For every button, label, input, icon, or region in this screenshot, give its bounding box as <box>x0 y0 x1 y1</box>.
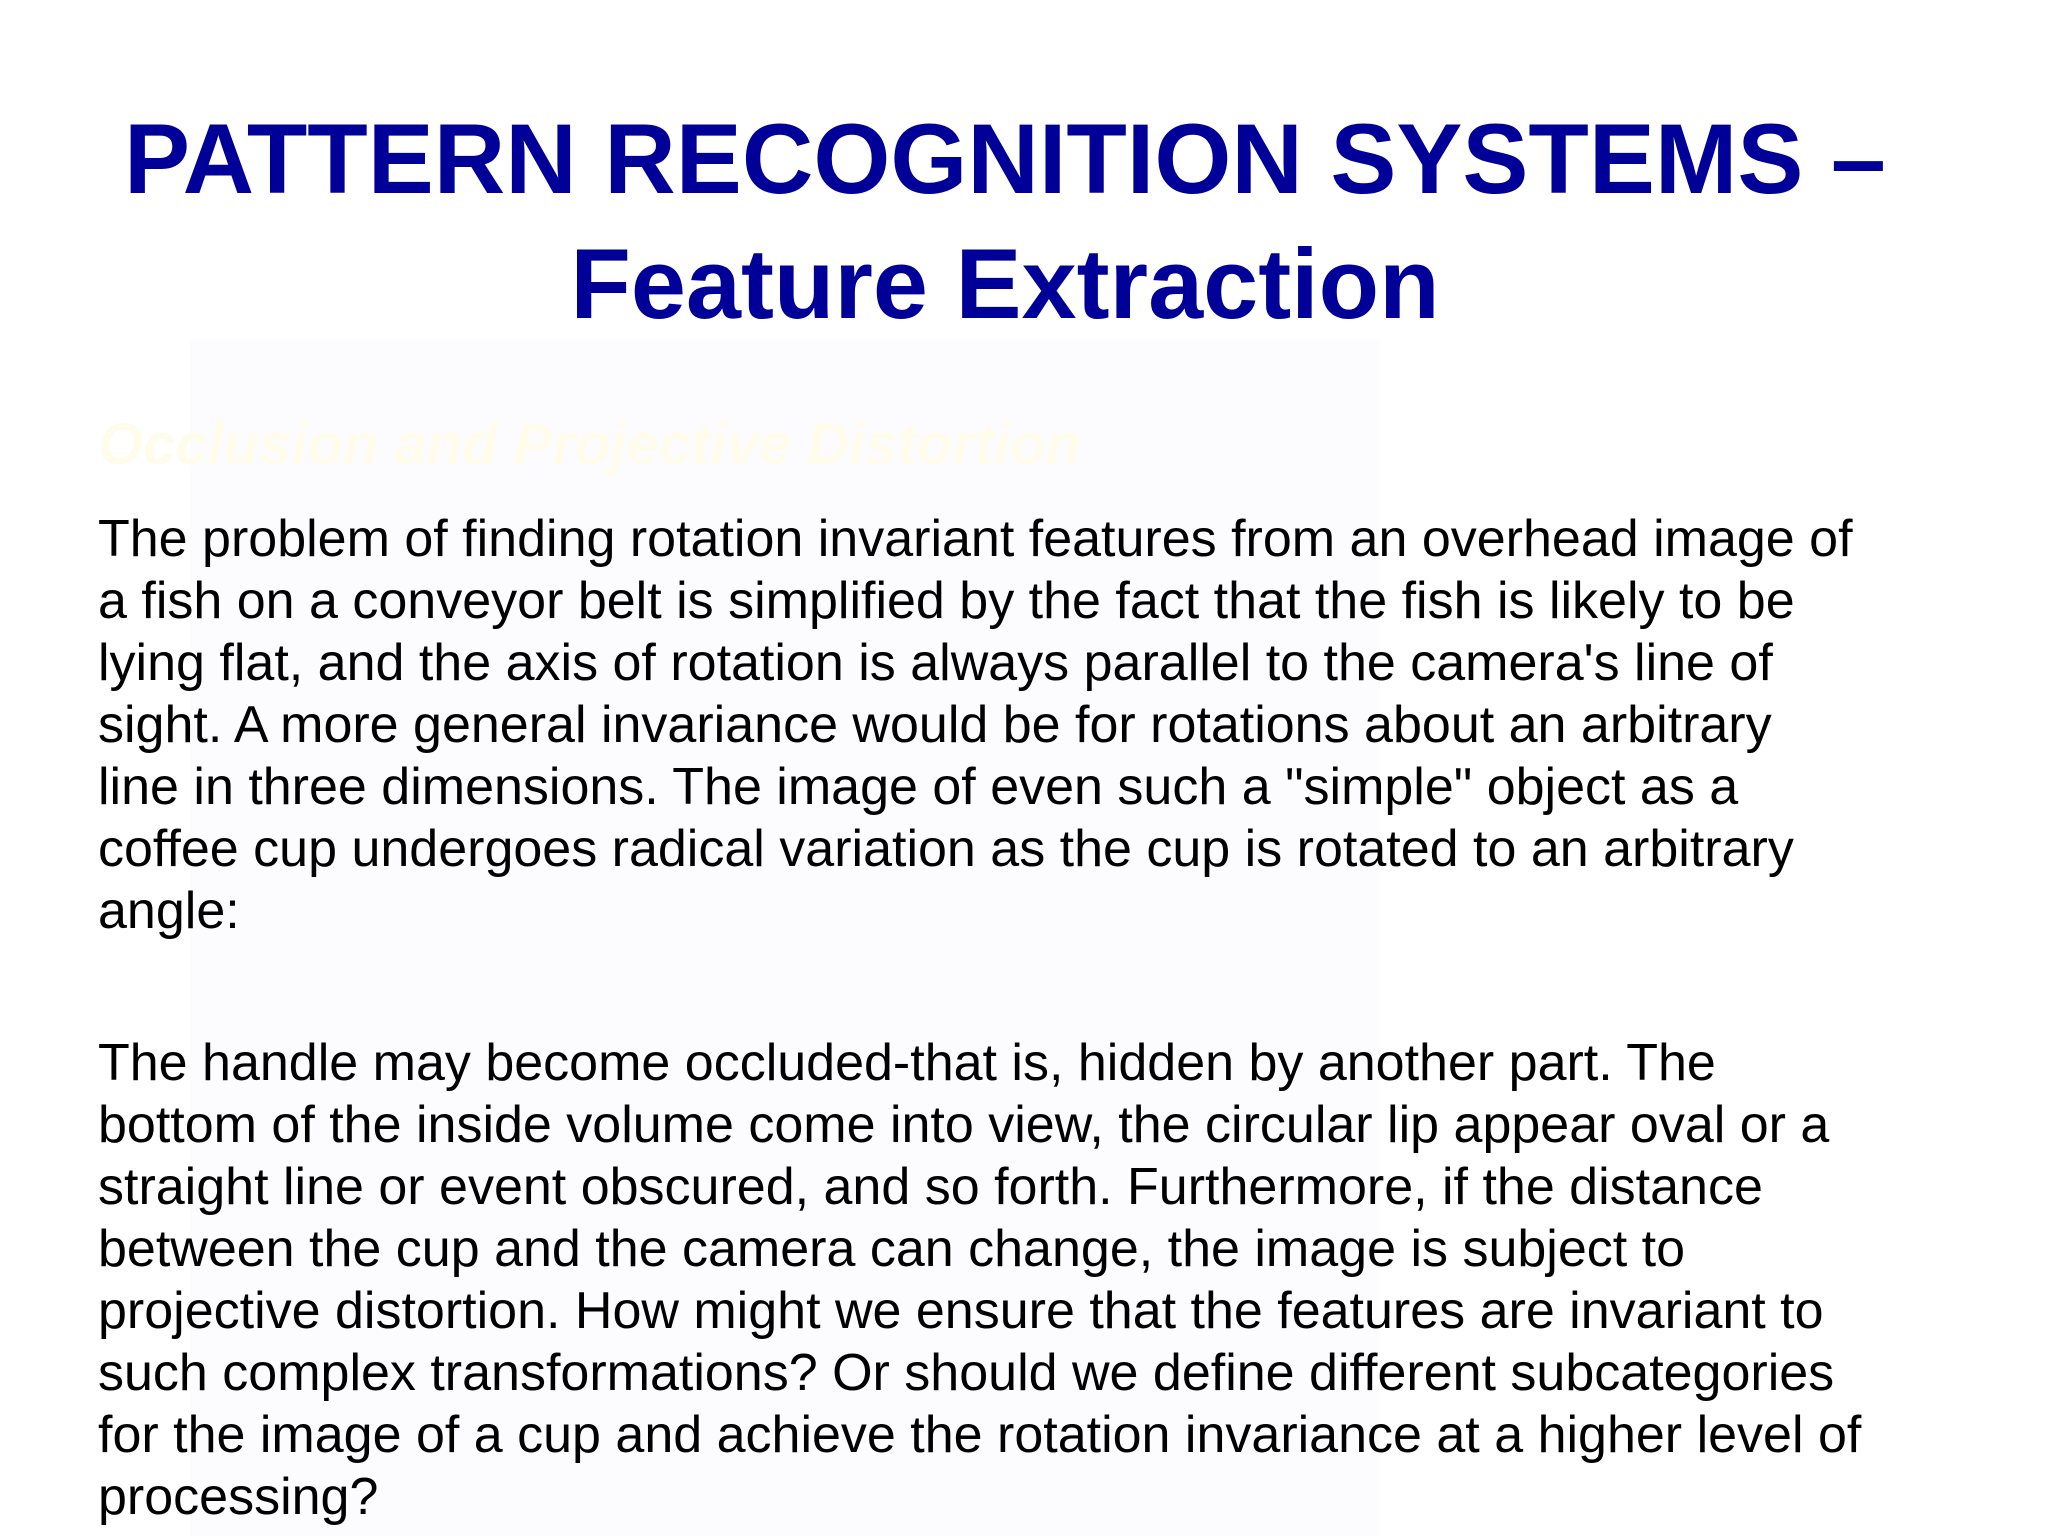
paragraph-1-line: line in three dimensions. The image of even such a "simple" object as a <box>98 758 1739 816</box>
paragraph-2-line: projective distortion. How might we ensure that the features are invariant to <box>98 1282 1824 1340</box>
title-line-2: Feature Extraction <box>570 228 1440 339</box>
paragraph-2 <box>98 1032 2038 1528</box>
faint-section-heading: Occlusion and Projective Distortion <box>98 412 1081 477</box>
paragraph-1-line: a fish on a conveyor belt is simplified by the fact that the fish is likely to be <box>98 572 1795 630</box>
paragraph-1-line: coffee cup undergoes radical variation as the cup is rotated to an arbitrary <box>98 820 1794 878</box>
paragraph-2-line: for the image of a cup and achieve the rotation invariance at a higher level of <box>98 1406 1862 1464</box>
paragraph-1 <box>98 508 2038 942</box>
paragraph-1-line: The problem of finding rotation invariant features from an overhead image of <box>98 510 1853 568</box>
paragraph-1-line: angle: <box>98 882 240 940</box>
paragraph-2-line: between the cup and the camera can change, the image is subject to <box>98 1220 1686 1278</box>
paragraph-2-line: processing? <box>98 1468 379 1526</box>
title-line-1: PATTERN RECOGNITION SYSTEMS – <box>124 103 1886 214</box>
paragraph-1-line: sight. A more general invariance would be for rotations about an arbitrary <box>98 696 1772 754</box>
paragraph-2-line: bottom of the inside volume come into view, the circular lip appear oval or a <box>98 1096 1830 1154</box>
paragraph-2-line: The handle may become occluded-that is, hidden by another part. The <box>98 1034 1716 1092</box>
slide-title <box>0 96 2010 346</box>
paragraph-2-line: straight line or event obscured, and so forth. Furthermore, if the distance <box>98 1158 1763 1216</box>
paragraph-2-line: such complex transformations? Or should we define different subcategories <box>98 1344 1835 1402</box>
paragraph-1-line: lying flat, and the axis of rotation is always parallel to the camera's line of <box>98 634 1773 692</box>
